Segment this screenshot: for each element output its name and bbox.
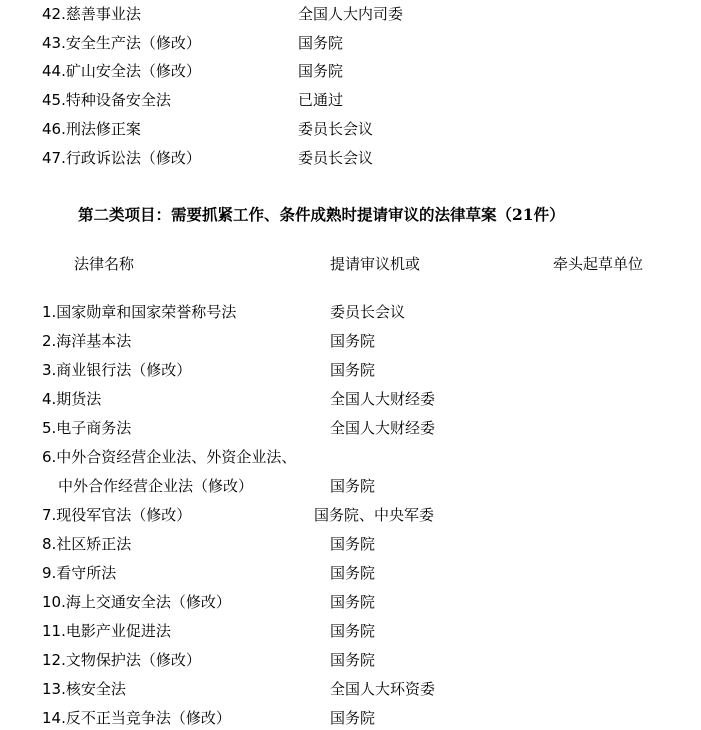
law-name: 11.电影产业促进法 bbox=[42, 622, 171, 640]
list-item bbox=[0, 31, 701, 55]
list-item bbox=[0, 561, 701, 585]
law-org: 国务院 bbox=[330, 709, 376, 727]
law-org: 委员长会议 bbox=[298, 149, 374, 167]
list-item bbox=[0, 503, 701, 527]
law-org: 国务院 bbox=[330, 651, 376, 669]
list-item bbox=[0, 706, 701, 730]
law-org: 国务院 bbox=[298, 62, 344, 80]
list-item bbox=[0, 474, 701, 498]
law-name: 8.社区矫正法 bbox=[42, 535, 132, 553]
list-item bbox=[0, 300, 701, 324]
law-name: 5.电子商务法 bbox=[42, 419, 132, 437]
list-item bbox=[0, 445, 701, 469]
list-item bbox=[0, 2, 701, 26]
law-name: 43.安全生产法（修改） bbox=[42, 34, 201, 52]
law-name: 14.反不正当竞争法（修改） bbox=[42, 709, 231, 727]
law-org: 国务院 bbox=[330, 564, 376, 582]
law-name: 44.矿山安全法（修改） bbox=[42, 62, 201, 80]
law-name: 4.期货法 bbox=[42, 390, 102, 408]
law-name: 6.中外合资经营企业法、外资企业法、 bbox=[42, 448, 297, 466]
law-org: 国务院 bbox=[298, 34, 344, 52]
law-org: 国务院 bbox=[330, 535, 376, 553]
column-header-name: 法律名称 bbox=[74, 255, 135, 273]
law-org: 国务院 bbox=[330, 477, 376, 495]
law-org: 已通过 bbox=[298, 91, 344, 109]
law-org: 委员长会议 bbox=[298, 120, 374, 138]
law-name: 13.核安全法 bbox=[42, 680, 126, 698]
section2-title: 第二类项目：需要抓紧工作、条件成熟时提请审议的法律草案（21件） bbox=[78, 205, 565, 224]
law-org: 国务院 bbox=[330, 622, 376, 640]
law-name: 9.看守所法 bbox=[42, 564, 117, 582]
law-name: 7.现役军官法（修改） bbox=[42, 506, 192, 524]
law-name: 47.行政诉讼法（修改） bbox=[42, 149, 201, 167]
list-item bbox=[0, 590, 701, 614]
list-item bbox=[0, 88, 701, 112]
law-org: 委员长会议 bbox=[330, 303, 406, 321]
law-name: 12.文物保护法（修改） bbox=[42, 651, 201, 669]
law-org: 国务院 bbox=[330, 361, 376, 379]
list-item bbox=[0, 619, 701, 643]
list-item bbox=[0, 146, 701, 170]
law-org: 全国人大内司委 bbox=[298, 5, 404, 23]
law-org: 全国人大财经委 bbox=[330, 419, 436, 437]
column-header-drafter: 牵头起草单位 bbox=[553, 255, 644, 273]
law-org: 全国人大财经委 bbox=[330, 390, 436, 408]
law-name: 10.海上交通安全法（修改） bbox=[42, 593, 231, 611]
law-org: 全国人大环资委 bbox=[330, 680, 436, 698]
list-item bbox=[0, 677, 701, 701]
column-header-submitter: 提请审议机或 bbox=[330, 255, 421, 273]
law-name: 中外合作经营企业法（修改） bbox=[58, 477, 254, 495]
list-item bbox=[0, 532, 701, 556]
law-name: 2.海洋基本法 bbox=[42, 332, 132, 350]
law-name: 3.商业银行法（修改） bbox=[42, 361, 192, 379]
list-item bbox=[0, 59, 701, 83]
law-name: 42.慈善事业法 bbox=[42, 5, 141, 23]
law-org: 国务院 bbox=[330, 332, 376, 350]
law-name: 46.刑法修正案 bbox=[42, 120, 141, 138]
law-org: 国务院、中央军委 bbox=[314, 506, 435, 524]
list-item bbox=[0, 358, 701, 382]
list-item bbox=[0, 416, 701, 440]
law-org: 国务院 bbox=[330, 593, 376, 611]
law-name: 45.特种设备安全法 bbox=[42, 91, 171, 109]
law-name: 1.国家勋章和国家荣誉称号法 bbox=[42, 303, 237, 321]
list-item bbox=[0, 329, 701, 353]
list-item bbox=[0, 387, 701, 411]
list-item bbox=[0, 648, 701, 672]
list-item bbox=[0, 117, 701, 141]
